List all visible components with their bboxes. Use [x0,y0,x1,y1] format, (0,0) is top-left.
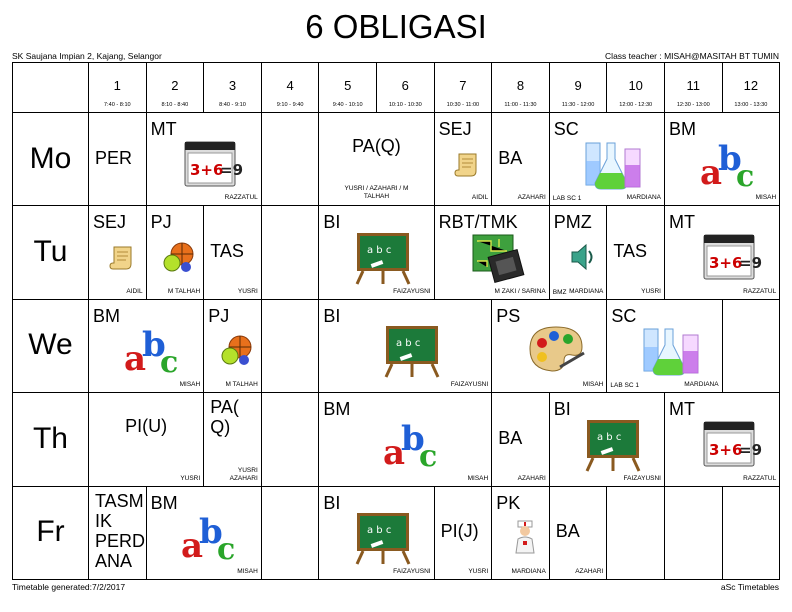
lesson-teacher: FAIZAYUSNI [393,567,431,575]
day-label: We [28,328,73,362]
lesson-cell [435,113,493,206]
empty-slot [262,113,320,206]
header-corner [12,62,89,113]
lesson-subject: RBT/TMK [438,212,518,233]
lesson-room: LAB SC 1 [552,195,582,203]
period-time: 12:00 - 12:30 [619,102,653,108]
svg-text:=9: =9 [220,160,244,179]
svg-text:b: b [141,325,166,366]
lesson-room: LAB SC 1 [610,382,639,390]
scroll-icon [452,149,482,184]
lesson-teacher: RAZZATUL [743,474,777,482]
lesson-teacher: M TALHAH [225,381,258,389]
lesson-subject: BI [323,305,341,326]
lesson-subject: PI(J) [440,521,479,542]
period-number: 9 [574,78,582,93]
period-number: 10 [628,78,643,93]
lesson-teacher: FAIZAYUSNI [393,287,431,295]
flask-icon [583,135,643,198]
lesson-cell [319,113,434,206]
abc-icon [381,416,443,477]
svg-text:a: a [123,339,146,380]
period-header [607,62,665,113]
lesson-teacher: AIDIL [126,287,143,295]
math-icon [181,138,244,195]
lesson-teacher: MARDIANA [511,567,546,575]
svg-text:c: c [159,345,178,381]
period-number: 4 [286,78,294,93]
lesson-teacher: MISAH [755,194,777,202]
lesson-subject: PER [95,147,133,168]
lesson-subject: BA [498,147,523,168]
lesson-teacher: AZAHARI [517,474,546,482]
svg-text:3+6: 3+6 [708,254,743,273]
svg-text:=9: =9 [738,254,762,273]
lesson-subject: SEJ [438,119,472,139]
generator-credit: aSc Timetables [720,582,779,592]
period-header [550,62,608,113]
period-time: 11:30 - 12:00 [561,102,595,108]
period-number: 12 [743,78,759,93]
lesson-teacher: MARDIANA [684,381,719,389]
day-label: Fr [36,515,65,549]
lesson-cell [492,393,550,486]
timetable-title: 6 OBLIGASI [305,8,487,45]
svg-text:b: b [400,418,425,459]
lesson-cell [204,393,262,486]
svg-text:3+6: 3+6 [708,440,743,459]
lesson-teacher: FAIZAYUSNI [623,474,661,482]
period-time: 10:10 - 10:30 [388,102,422,108]
lesson-cell [89,393,204,486]
lesson-subject: BM [93,305,120,326]
lesson-subject: PJ [150,212,172,233]
lesson-cell [665,393,780,486]
empty-slot [723,487,781,580]
lesson-subject: MT [150,119,177,139]
lesson-subject: PI(U) [125,415,168,436]
svg-text:c: c [735,158,754,194]
svg-text:a b c: a b c [395,338,421,350]
speaker-icon [569,241,597,278]
lesson-teacher: MARDIANA [569,287,604,295]
period-time: 12:30 - 13:00 [676,102,710,108]
svg-text:a b c: a b c [366,525,392,537]
chalkboard-icon [353,509,413,570]
lesson-subject: SC [611,305,637,326]
math-icon [700,418,762,475]
svg-text:a b c: a b c [366,245,392,257]
lesson-subject: MT [669,399,695,420]
lesson-cell [550,113,665,206]
lesson-cell [147,487,262,580]
balls-icon [162,241,196,278]
lesson-cell [319,393,492,486]
lesson-cell [89,113,147,206]
svg-text:3+6: 3+6 [190,160,224,179]
lesson-teacher: YUSRI / AZAHARI / M TALHAH [344,185,409,201]
lesson-cell [492,113,550,206]
lesson-room: BMZ [552,288,567,296]
period-time: 7:40 - 8:10 [103,102,131,108]
empty-slot [262,300,320,393]
lesson-subject: PA(Q) [352,135,401,156]
lesson-cell [435,206,550,299]
lesson-subject: BI [323,492,341,513]
lesson-cell [550,206,608,299]
period-header [262,62,320,113]
day-header [12,206,89,299]
lesson-subject: PA( Q) [210,397,239,438]
lesson-cell [550,487,608,580]
lesson-cell [607,206,665,299]
lesson-teacher: YUSRI [180,474,201,482]
palette-icon [526,323,586,382]
lesson-subject: BM [323,399,351,420]
lesson-teacher: YUSRI [641,287,661,295]
lesson-teacher: M TALHAH [167,287,201,295]
day-header [12,393,89,486]
lesson-teacher: RAZZATUL [224,194,258,202]
abc-icon [122,322,184,383]
day-label: Mo [29,141,72,175]
empty-slot [262,393,320,486]
lesson-teacher: MISAH [467,474,489,482]
lesson-subject: PS [496,305,521,326]
empty-slot [723,300,781,393]
lesson-subject: PJ [208,305,230,326]
abc-icon [698,136,760,197]
lesson-subject: SC [553,119,579,139]
lesson-subject: SEJ [93,212,127,233]
period-time: 8:40 - 9:10 [219,102,246,108]
lesson-cell [204,206,262,299]
svg-text:c: c [217,532,236,568]
lesson-teacher: YUSRI AZAHARI [229,466,258,482]
empty-slot [665,487,723,580]
period-header [435,62,493,113]
lesson-teacher: MISAH [237,567,258,575]
lesson-cell [89,300,204,393]
day-label: Th [32,421,68,455]
period-time: 8:10 - 8:40 [161,102,189,108]
math-icon [700,231,762,288]
period-header [665,62,723,113]
chalkboard-icon [382,322,442,383]
day-header [12,300,89,393]
lesson-cell [147,113,262,206]
period-number: 8 [516,78,525,93]
lesson-subject: BM [150,492,178,513]
lesson-subject: BM [669,119,696,139]
scroll-icon [107,242,137,277]
lesson-cell [319,300,492,393]
period-header [147,62,205,113]
flask-icon [641,321,701,384]
lesson-cell [319,487,434,580]
period-header [492,62,550,113]
day-label: Tu [33,235,68,269]
lesson-cell [492,487,550,580]
lesson-cell [89,206,147,299]
day-header [12,487,89,580]
lesson-subject: TAS [210,241,244,262]
class-teacher: Class teacher : MISAH@MASITAH BT TUMIN [605,51,779,61]
lesson-cell [435,487,493,580]
lesson-subject: MT [669,212,695,233]
period-time: 9:40 - 10:10 [332,102,363,108]
lesson-teacher: YUSRI [237,287,258,295]
lesson-teacher: RAZZATUL [743,287,777,295]
period-number: 2 [171,78,179,93]
lesson-cell [665,206,780,299]
period-time: 13:00 - 13:30 [734,102,768,108]
svg-text:a: a [382,432,405,473]
circuit-icon [471,231,525,288]
svg-text:a b c: a b c [597,431,622,443]
lesson-teacher: MISAH [179,381,201,389]
lesson-cell [492,300,607,393]
lesson-subject: TAS [613,241,648,262]
lesson-cell [607,300,722,393]
svg-text:a: a [181,526,204,567]
empty-slot [607,487,665,580]
period-header [204,62,262,113]
lesson-teacher: AZAHARI [517,194,546,202]
period-number: 1 [113,78,121,93]
nurse-icon [512,519,538,560]
day-header [12,113,89,206]
period-number: 11 [686,78,701,93]
lesson-teacher: MARDIANA [626,194,661,202]
lesson-teacher: AIDIL [471,194,489,202]
empty-slot [262,487,320,580]
period-time: 10:30 - 11:00 [446,102,480,108]
chalkboard-icon [353,229,413,290]
period-header [89,62,147,113]
svg-text:b: b [717,138,742,179]
lesson-cell [147,206,205,299]
period-number: 5 [344,78,352,93]
period-header [377,62,435,113]
lesson-teacher: YUSRI [468,567,489,575]
empty-slot [262,206,320,299]
lesson-teacher: M ZAKI / SARINA [494,287,546,295]
svg-text:=9: =9 [738,440,762,459]
period-number: 6 [401,78,409,93]
svg-text:b: b [199,512,223,553]
lesson-subject: BI [553,399,571,420]
abc-icon [179,509,241,570]
lesson-subject: BI [323,212,341,233]
period-time: 9:10 - 9:40 [276,102,304,108]
balls-icon [220,334,254,371]
period-time: 11:00 - 11:30 [504,102,537,108]
lesson-teacher: MISAH [582,381,604,389]
lesson-subject: PK [496,492,521,513]
lesson-cell [550,393,665,486]
generated-date: Timetable generated:7/2/2017 [12,582,126,592]
lesson-cell [89,487,147,580]
period-number: 7 [459,78,467,93]
lesson-subject: BA [555,521,580,542]
lesson-subject: BA [498,427,523,448]
period-header [723,62,781,113]
period-header [319,62,377,113]
svg-text:a: a [699,152,722,193]
lesson-subject: PMZ [553,212,592,233]
lesson-subject: TASM IK PERD ANA [95,490,146,571]
school-name: SK Saujana Impian 2, Kajang, Selangor [12,51,162,61]
chalkboard-icon [583,416,643,477]
lesson-teacher: AZAHARI [575,567,604,575]
svg-text:c: c [418,438,438,474]
lesson-teacher: FAIZAYUSNI [450,381,489,389]
period-number: 3 [228,78,237,93]
lesson-cell [319,206,434,299]
lesson-cell [665,113,780,206]
lesson-cell [204,300,262,393]
